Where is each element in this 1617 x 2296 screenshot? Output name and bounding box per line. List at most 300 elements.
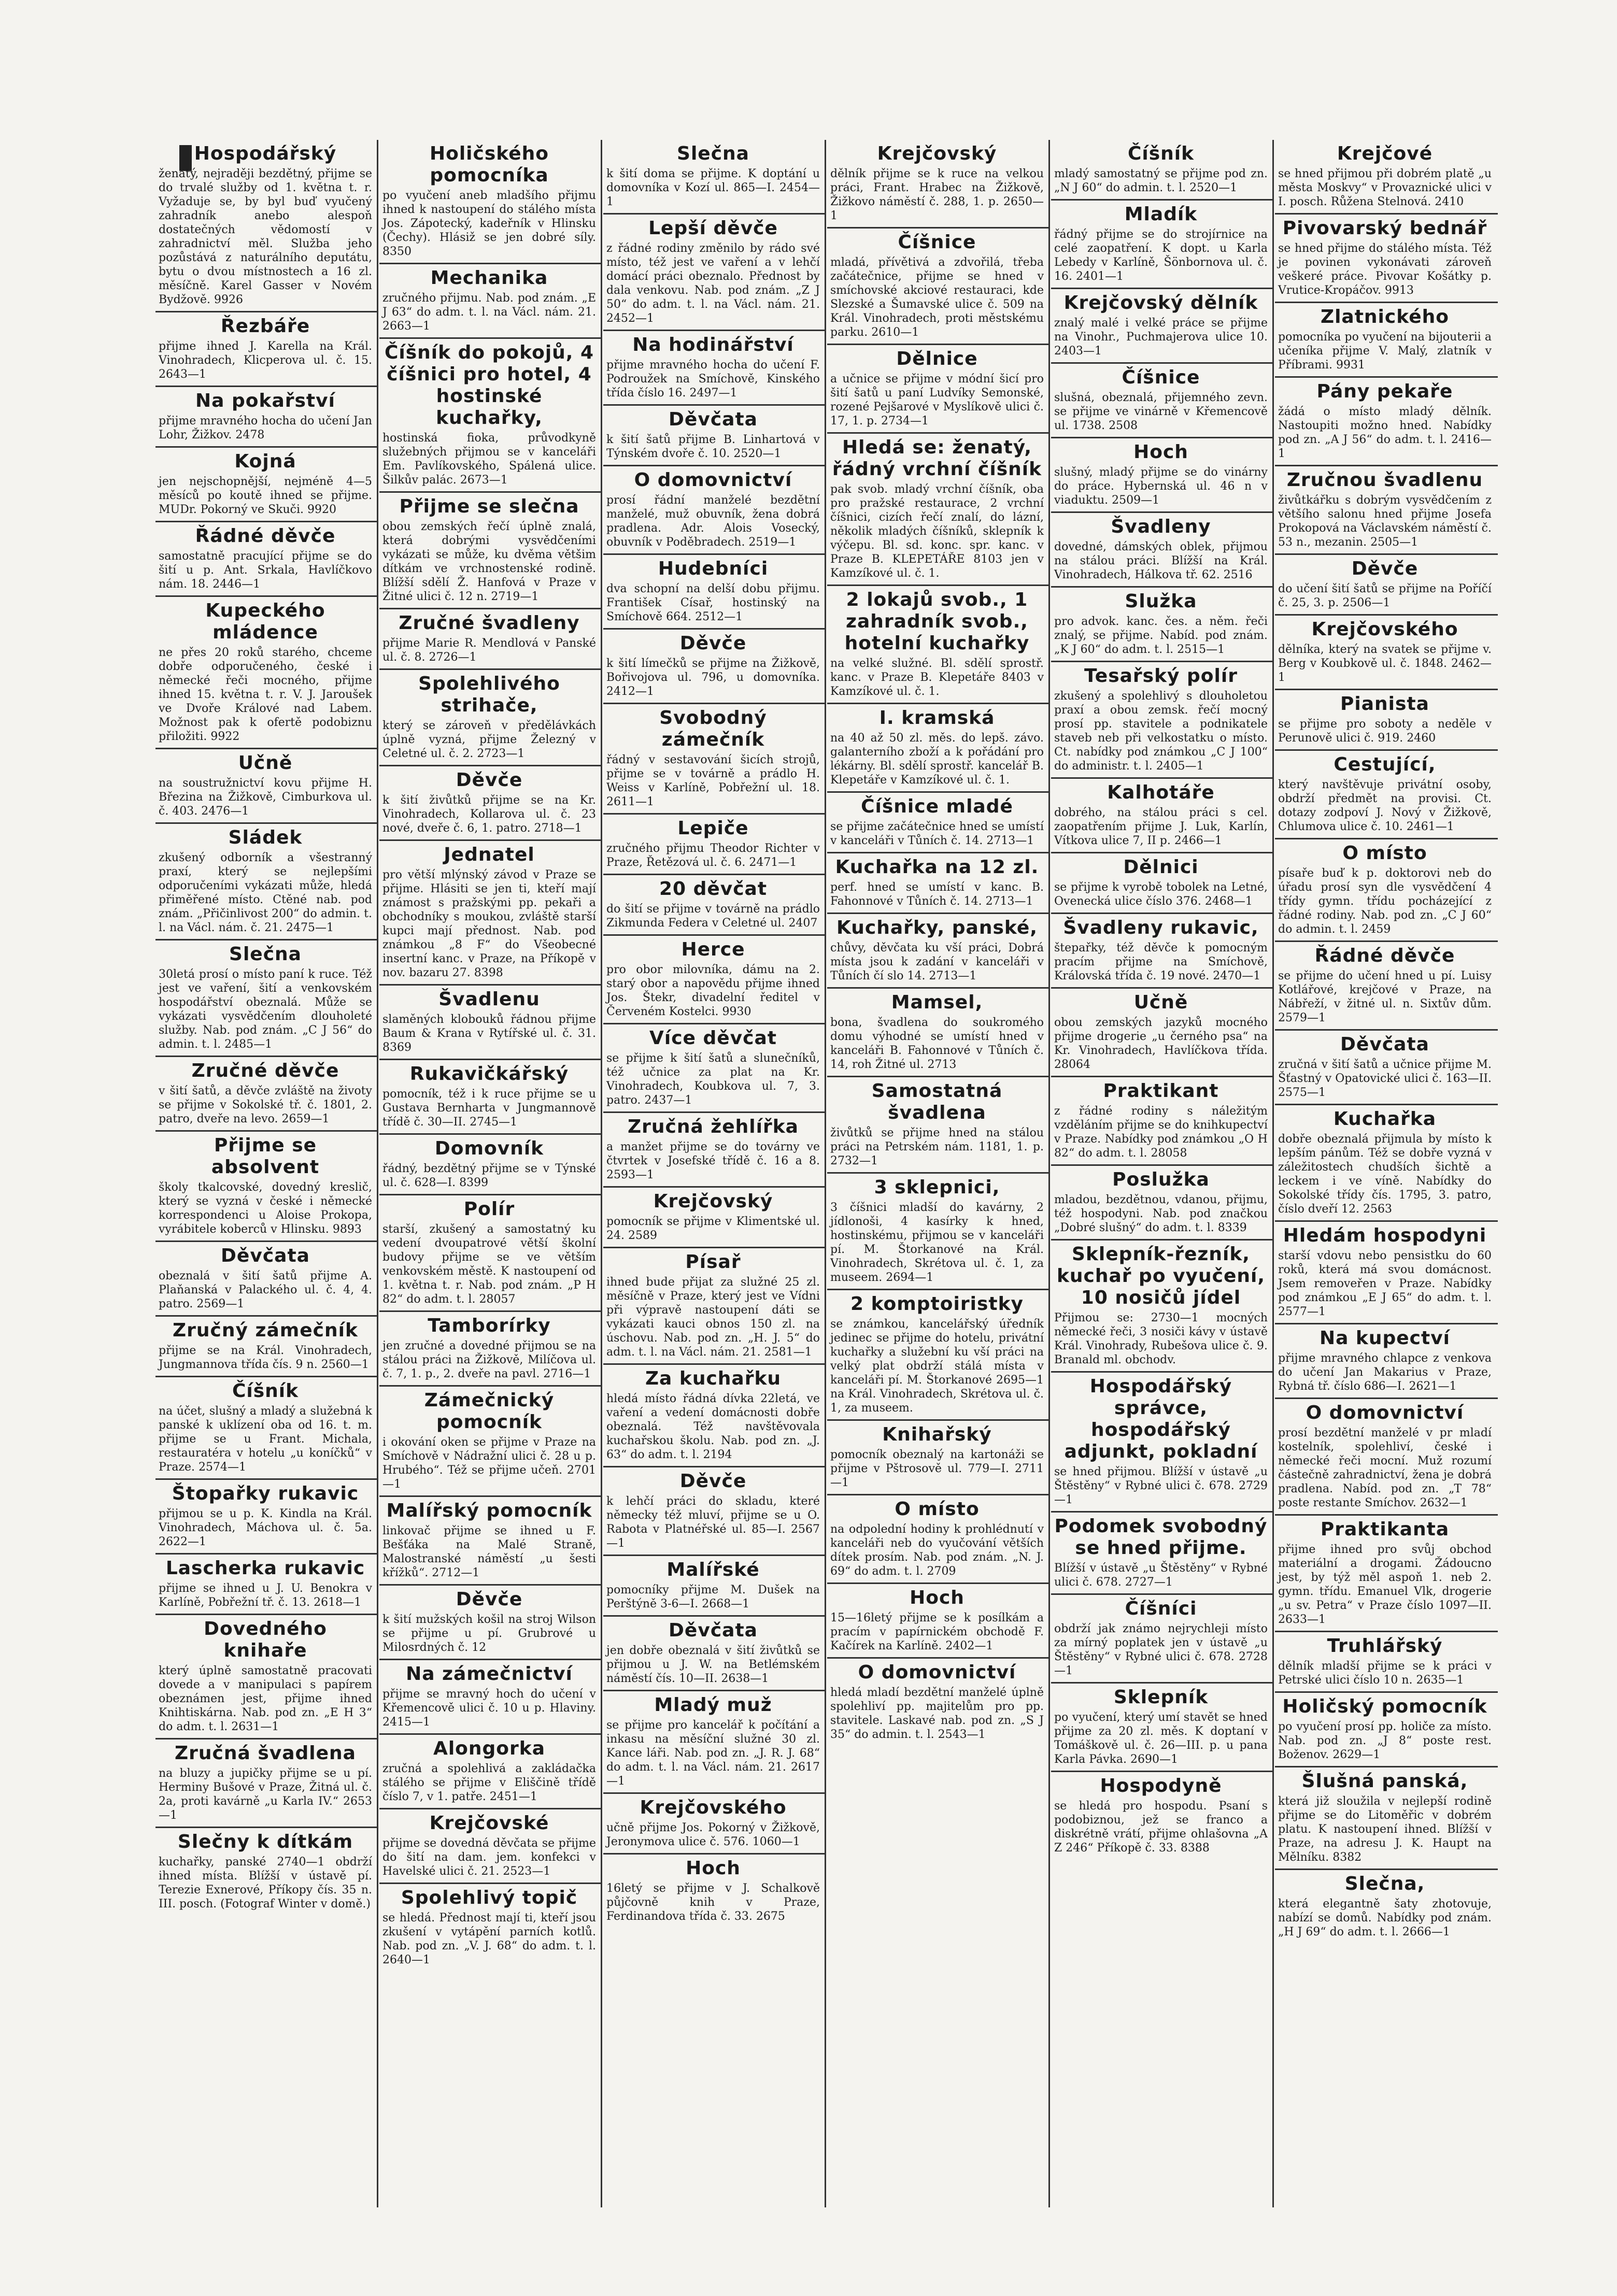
- ad-heading: Děvče: [679, 633, 747, 654]
- ad-text: na odpolední hodiny k prohlédnutí v kanceláři neb do vyučování větších dítek prosím. Nab. pod znám. „N. J. 69“ do adm. t. l. 2709: [830, 1523, 1044, 1578]
- classified-ad: [603, 143, 826, 209]
- ad-text: se hned přijme do stálého místa. Též je povinen vykonávati zároveň veškeré práce. Pivovar Košátky p. Vrutice-Kropáčov. 9913: [1278, 242, 1492, 297]
- ad-heading: O místo: [895, 1499, 980, 1520]
- ad-text: 16letý se přijme v J. Schalkově půjčovně knih v Praze, Ferdinandova třída č. 33. 2675: [606, 1882, 820, 1923]
- classified-ad: [155, 939, 378, 1051]
- ad-heading: 3 sklepnici,: [874, 1177, 1000, 1198]
- ad-heading: Jednatel: [444, 844, 535, 865]
- classified-ad: [155, 1130, 378, 1236]
- classified-ad: [1051, 912, 1274, 983]
- ad-heading: Krejčovské: [429, 1813, 549, 1834]
- ad-heading: Praktikant: [1103, 1080, 1219, 1102]
- classified-ad: [1051, 852, 1274, 908]
- ad-text: se přijme k šití šatů a slunečníků, též učnice za plat na Kr. Vinohradech, Koubkova ul. 7, 3. patro. 2437—1: [606, 1052, 820, 1107]
- ad-heading: Služka: [1125, 591, 1197, 612]
- ad-text: chůvy, děvčata ku vší práci, Dobrá místa jsou k zadání v kanceláři v Tůních čí slo 14. 2713—1: [830, 942, 1044, 982]
- classified-ad: [827, 432, 1050, 580]
- classified-ad: [1051, 777, 1274, 848]
- ad-heading: Přijme se absolvent: [211, 1135, 320, 1178]
- classified-ad: [155, 1056, 378, 1126]
- classified-ad: [1275, 213, 1498, 297]
- classified-ad: [603, 703, 826, 809]
- ad-heading: Hospodyně: [1100, 1775, 1222, 1796]
- classified-ad: [1051, 199, 1274, 283]
- ad-heading: Praktikanta: [1320, 1519, 1450, 1540]
- ad-text: jen nejschopnější, nejméně 4—5 měsíců po koutě ihned se přijme. MUDr. Pokorný ve Skuči. 9920: [159, 475, 372, 516]
- ad-heading: Hoch: [1133, 441, 1188, 463]
- classified-ad: [603, 465, 826, 549]
- ad-text: se přijme pro kancelář k počítání a inkasu na měsíční služné 30 zl. Kance láři. Nab. pod zn. „J. R. J. 68“ do adm. t. l. na Václ. nám. 21. 2617—1: [606, 1719, 820, 1788]
- classified-ad: [1275, 1397, 1498, 1510]
- classified-ad: [1275, 1104, 1498, 1216]
- column-rule: [1272, 140, 1274, 2207]
- ad-heading: 2 lokajů svob., 1 zahradník svob., hotelní kuchařky: [844, 589, 1030, 654]
- classified-ad: [603, 553, 826, 624]
- ad-heading: Hoch: [910, 1587, 964, 1608]
- ad-heading: I. kramská: [879, 707, 995, 729]
- classified-ad: [827, 1172, 1050, 1285]
- ad-text: přijme mravného hocha do učení Jan Lohr, Žižkov. 2478: [159, 415, 372, 441]
- ad-text: přijmou se u p. K. Kindla na Král. Vinohradech, Máchova ul. č. 5a. 2622—1: [159, 1507, 372, 1548]
- ad-text: dovedné, dámských oblek, přijmou na stálou práci. Blížší na Král. Vinohradech, Hálkova tř. 62. 2516: [1054, 540, 1268, 581]
- classified-ad: [1051, 143, 1274, 195]
- ad-text: se hned přijmou. Blížší v ústavě „u Štěstěny“ v Rybné ulici č. 678. 2729—1: [1054, 1465, 1268, 1506]
- classified-ad: [1051, 362, 1274, 433]
- ad-heading: Děvče: [456, 1589, 523, 1610]
- ad-text: obeznalá v šití šatů přijme A. Plaňanská v Palackého ul. č. 4, 4. patro. 2569—1: [159, 1270, 372, 1310]
- ad-text: se hledá pro hospodu. Psaní s podobiznou, jež se franco a diskrétně vrátí, přijme ohlašovna „A Z 246“ Příkopě č. 33. 8388: [1054, 1800, 1268, 1855]
- ad-heading: Krejčovského: [640, 1797, 787, 1818]
- classified-ad: [603, 1853, 826, 1923]
- classified-ad: [155, 822, 378, 935]
- ad-heading: Řádné děvče: [1314, 945, 1455, 966]
- ad-text: který navštěvuje privátní osoby, obdrží předmět na provisi. Ct. dotazy zodpoví J. Nový v Žižkově, Chlumova ulice č. 10. 2461—1: [1278, 778, 1492, 833]
- ad-heading: Kuchařky, panské,: [836, 917, 1038, 938]
- classified-ad: [379, 1883, 602, 1967]
- ad-heading: Tesařský polír: [1084, 665, 1238, 687]
- classified-ad: [603, 1690, 826, 1788]
- ad-heading: Malířský pomocník: [386, 1500, 592, 1521]
- classified-ad: [1275, 143, 1498, 209]
- classified-ad: [1275, 1869, 1498, 1939]
- classified-ad: [1275, 940, 1498, 1025]
- ad-text: ne přes 20 roků starého, chceme dobře odporučeného, české i německé řeči mocného, přijme ihned 15. května t. r. V. J. Jaroušek ve Dvoře Králové nad Labem. Možnost pak k ofertě podobiznu přiložiti. 9922: [159, 646, 372, 743]
- ad-text: se známkou, kancelářský úředník jedinec se přijme do hotelu, privátní kuchařky a služební ku vší práci na velký plat obdrží stálá místa v kanceláři pí. M. Štorkanové 2695—1 na Král. Vinohradech, Skrétova ul. č. 1, za museem.: [830, 1318, 1044, 1415]
- ad-text: živůtkářku s dobrým vysvědčením z většího salonu hned přijme Josefa Prokopová na Václavském náměstí č. 53 n., mezanin. 2505—1: [1278, 494, 1492, 549]
- ad-heading: Herce: [681, 939, 745, 960]
- ad-heading: Hospodářský správce, hospodářský adjunkt, pokladní: [1064, 1376, 1258, 1462]
- ad-text: obdrží jak známo nejrychleji místo za mírný poplatek jen v ústavě „u Štěstěny“ v Rybné ulici č. 678. 2728—1: [1054, 1622, 1268, 1677]
- ad-text: hledá mladí bezdětní manželé úplně spolehliví pp. majitelům pro pp. stavitele. Laskavé nab. pod zn. „S J 35“ do admin. t. l. 2543—1: [830, 1686, 1044, 1741]
- ad-heading: Knihařský: [882, 1424, 992, 1445]
- ad-heading: O domovnictví: [858, 1662, 1016, 1683]
- ad-text: samostatně pracující přijme se do šití u p. Ant. Srkala, Havlíčkovo nám. 18. 2446—1: [159, 550, 372, 591]
- newspaper-page: [155, 140, 1498, 2213]
- ad-text: zručná a spolehlivá a zakládačka stálého se přijme v Eliščině třídě číslo 7, v 1. patře. 2451—1: [382, 1762, 596, 1803]
- classified-ad: [155, 1827, 378, 1911]
- ad-heading: Děvčata: [669, 1620, 758, 1641]
- ad-text: řádný přijme se do strojírnice na celé zaopatření. K dopt. u Karla Lebedy v Karlíně, Šönbornova ul. č. 16. 2401—1: [1054, 228, 1268, 283]
- classified-ad: [1051, 437, 1274, 507]
- column-5: [1051, 140, 1274, 2207]
- classified-ad: [379, 1495, 602, 1580]
- ad-heading: O domovnictví: [634, 469, 792, 491]
- ad-text: k šití doma se přijme. K doptání u domovníka v Kozí ul. 865—I. 2454—1: [606, 167, 820, 208]
- ad-heading: Lepší děvče: [648, 218, 778, 239]
- ad-heading: Holičského pomocníka: [429, 143, 549, 186]
- ad-text: se přijme začátečnice hned se umístí v kanceláři v Tůních č. 14. 2713—1: [830, 820, 1044, 847]
- ad-text: školy tkalcovské, dovedný kreslič, který se vyzná v české i německé korrespondenci u Aloise Prokopa, vyrábitele koberců v Hlinsku. 9893: [159, 1181, 372, 1236]
- classified-ad: [1051, 288, 1274, 358]
- ad-heading: Dovedného knihaře: [204, 1618, 327, 1661]
- ad-text: štepařky, též děvče k pomocným pracím přijme na Smíchově, Královská třída č. 19 nové. 2470—1: [1054, 942, 1268, 982]
- classified-ad: [1051, 1511, 1274, 1589]
- ad-heading: Zručné švadleny: [399, 612, 580, 634]
- column-rule: [601, 140, 602, 2207]
- ad-text: přijme ihned pro svůj obchod materiální a drogami. Žádoucno jest, by týž měl aspoň 1. neb 2. gymn. třídu. Emanuel Vlk, drogerie „u sv. Petra“ v Praze číslo 1097—II. 2633—1: [1278, 1543, 1492, 1626]
- classified-ad: [1275, 1766, 1498, 1864]
- ad-heading: Sklepník: [1113, 1687, 1209, 1708]
- classified-ad: [827, 703, 1050, 787]
- classified-ad: [1051, 1239, 1274, 1367]
- ad-text: na účet, slušný a mladý a služebná k panské k uklízení oba od 16. t. m. přijme se u Frant. Michala, restauratéra v hotelu „u koníčků“ v Praze. 2574—1: [159, 1405, 372, 1474]
- ad-text: a manžet přijme se do továrny ve čtvrtek v Josefské třídě č. 16 a 8. 2593—1: [606, 1140, 820, 1181]
- classified-ad: [155, 1376, 378, 1474]
- ad-heading: Sládek: [228, 827, 303, 848]
- ad-text: jen dobře obeznalá v šití živůtků se přijmou u J. W. na Betlémském náměstí čís. 10—II. 2638—1: [606, 1644, 820, 1685]
- classified-ad: [603, 1615, 826, 1686]
- classified-ad: [1275, 689, 1498, 745]
- classified-ad: [155, 1553, 378, 1609]
- classified-ad: [1275, 838, 1498, 936]
- ad-heading: Pianista: [1340, 693, 1429, 715]
- ad-text: k lehčí práci do skladu, které německy též mluví, přijme se u O. Rabota v Platnéřské ul. 85—I. 2567—1: [606, 1495, 820, 1550]
- classified-ad: [1051, 1164, 1274, 1235]
- classified-ad: [1275, 302, 1498, 372]
- ad-heading: Spolehlivého strihače,: [418, 673, 560, 716]
- classified-ad: [1275, 749, 1498, 834]
- ad-heading: Šlušná panská,: [1301, 1771, 1468, 1792]
- classified-ad: [155, 1738, 378, 1822]
- classified-ad: [1275, 465, 1498, 549]
- classified-ad: [155, 521, 378, 591]
- ad-heading: Číšnice: [898, 232, 976, 253]
- ad-text: přijme se na Král. Vinohradech, Jungmannova třída čís. 9 n. 2560—1: [159, 1344, 372, 1371]
- ad-heading: Kuchařka: [1333, 1108, 1437, 1130]
- ad-heading: Rukavičkářský: [409, 1063, 569, 1085]
- classified-ad: [1275, 614, 1498, 684]
- classified-ad: [1051, 1682, 1274, 1766]
- ad-heading: Za kuchařku: [645, 1368, 782, 1389]
- ad-text: z řádné rodiny změnilo by rádo své místo, též jest ve vaření a v lehčí domácí práci obeznalo. Přednost by dala venkovu. Nab. pod znám. „Z J 50“ do adm. t. l. na Václ. nám. 21. 2452—1: [606, 242, 820, 325]
- ad-text: přijme se mravný hoch do učení v Křemencově ulici č. 10 u p. Hlaviny. 2415—1: [382, 1688, 596, 1729]
- ad-heading: Poslužka: [1112, 1169, 1210, 1190]
- classified-ad: [827, 1289, 1050, 1415]
- ad-heading: Polír: [463, 1199, 515, 1220]
- classified-ad: [155, 143, 378, 307]
- classified-ad: [1275, 1514, 1498, 1627]
- ad-text: pak svob. mladý vrchní číšník, oba pro pražské restaurace, 2 vrchní číšnici, cizích řečí znalí, do lázní, několik mladých číšníků, sklepník k výčepu. Bl. sd. konc. spr. kanc. v Praze B. KLEPETÁŘE 8103 jen v Kamzíkové ul. č. 1.: [830, 483, 1044, 580]
- ad-text: znalý malé i velké práce se přijme na Vinohr., Puchmajerova ulice 10. 2403—1: [1054, 317, 1268, 358]
- ad-heading: Na zámečnictví: [406, 1663, 573, 1685]
- classified-ad: [603, 330, 826, 400]
- ad-heading: Řezbáře: [220, 316, 310, 337]
- ad-heading: Děvčata: [669, 409, 758, 430]
- ad-text: se přijme do učení hned u pí. Luisy Kotlářové, krejčové v Praze, na Nábřeží, v žitné ul. n. Sixtův dům. 2579—1: [1278, 969, 1492, 1024]
- ad-text: přijme ihned J. Karella na Král. Vinohradech, Klicperova ul. č. 15. 2643—1: [159, 340, 372, 381]
- ad-text: k šití šatů přijme B. Linhartová v Týnském dvoře č. 10. 2520—1: [606, 433, 820, 460]
- ad-text: učně přijme Jos. Pokorný v Žižkově, Jeronymova ulice č. 576. 1060—1: [606, 1821, 820, 1848]
- classified-ad: [603, 404, 826, 461]
- ad-text: z řádné rodiny s náležitým vzděláním přijme se do knihkupectví v Praze. Nabídky pod známkou „O H 82“ do adm. t. l. 28058: [1054, 1105, 1268, 1160]
- classified-ad: [603, 1023, 826, 1107]
- ad-text: obou zemských řečí úplně znalá, která dobrými vysvědčeními vykázati se může, ku dvěma většim dítkám ve vrchnostenské rodině. Blížší sdělí Ž. Hanfová v Praze v Žitné ulici č. 12 n. 2719—1: [382, 520, 596, 603]
- ad-heading: Na hodinářství: [632, 334, 794, 355]
- ad-text: slušný, mladý přijme se do vinárny do práce. Hybernská ul. 46 n v viaduktu. 2509—1: [1054, 466, 1268, 507]
- classified-ad: [603, 1247, 826, 1359]
- classified-ad: [1051, 1371, 1274, 1507]
- ad-heading: Hospodářský: [194, 143, 337, 164]
- ad-text: prosí bezdětní manželé v pr mladí kostelník, spolehliví, české i německé řeči mocní. Muž rozumí částečně zahradnictví, žena je dobrá pradlena. Nabíd. pod zn. „T 78“ poste restante Smíchov. 2632—1: [1278, 1427, 1492, 1509]
- classified-ad: [603, 1792, 826, 1849]
- ad-heading: Mladý muž: [654, 1694, 772, 1716]
- ad-heading: Lascherka rukavic: [165, 1558, 365, 1579]
- ad-text: do šití se přijme v továrně na prádlo Zikmunda Federa v Celetné ul. 2407: [606, 903, 820, 930]
- classified-ad: [379, 143, 602, 259]
- ad-heading: Slečna: [229, 944, 302, 965]
- classified-ad: [1051, 1076, 1274, 1160]
- classified-ad: [603, 813, 826, 869]
- classified-ad: [155, 1240, 378, 1311]
- classified-ad: [603, 628, 826, 698]
- classified-ad: [603, 1363, 826, 1462]
- ad-text: po vyučení prosí pp. holiče za místo. Nab. pod zn. „J 8“ poste rest. Boženov. 2629—1: [1278, 1720, 1492, 1761]
- classified-ad: [827, 1494, 1050, 1578]
- ad-text: linkovač přijme se ihned u F. Bešťáka na Malé Straně, Malostranské náměstí „u šesti křížků“. 2712—1: [382, 1524, 596, 1579]
- classified-ad: [1051, 1593, 1274, 1678]
- ad-heading: Písař: [685, 1251, 741, 1273]
- ad-text: bona, švadlena do soukromého domu výhodné se umístí hned v kanceláři B. Fahonnové v Tůních č. 14, roh Žitné ul. 2713: [830, 1016, 1044, 1071]
- ad-text: i okování oken se přijme v Praze na Smíchově v Nádražní ulici č. 28 u p. Hrubého“. Též se přijme učeň. 2701—1: [382, 1436, 596, 1491]
- classified-ad: [379, 1659, 602, 1729]
- ad-text: po vyučení, který umí stavět se hned přijme za 20 zl. měs. K doptaní v Tomáškově ul. č. 26—III. p. u pana Karla Pávka. 2690—1: [1054, 1711, 1268, 1766]
- ad-heading: Zlatnického: [1320, 306, 1449, 327]
- ad-text: 3 číšnici mladší do kavárny, 2 jídlonoši, 4 kasírky k hned, hostinskému, přijmou se v kanceláři pí. M. Štorkanové na Král. Vinohradech, Skrétova ul. č. 1, za museem. 2694—1: [830, 1201, 1044, 1284]
- ad-heading: Číšnice: [1122, 367, 1200, 388]
- classified-ad: [379, 608, 602, 664]
- classified-ad: [1051, 987, 1274, 1072]
- ad-heading: Truhlářský: [1327, 1635, 1443, 1657]
- classified-ad: [155, 386, 378, 442]
- column-2: [379, 140, 602, 2207]
- classified-ad: [603, 213, 826, 325]
- classified-ad: [379, 1059, 602, 1129]
- ad-text: přijme se ihned u J. U. Benokra v Karlíně, Pobřežní tř. č. 13. 2618—1: [159, 1582, 372, 1609]
- ad-heading: Děvče: [679, 1471, 747, 1492]
- ad-text: řádný, bezdětný přijme se v Týnské ul. č. 628—I. 8399: [382, 1162, 596, 1189]
- classified-ad: [603, 934, 826, 1019]
- ad-text: zručného přijmu. Nab. pod znám. „E J 63“ do adm. t. l. na Václ. nám. 21. 2663—1: [382, 292, 596, 333]
- ad-text: přijme Marie R. Mendlová v Panské ul. č. 8. 2726—1: [382, 637, 596, 664]
- ad-text: pomocníky přijme M. Dušek na Perštýně 3-6—I. 2668—1: [606, 1584, 820, 1610]
- ad-heading: Mladík: [1124, 204, 1198, 225]
- ad-text: k šití mužských košil na stroj Wilson se přijme u pí. Grubrové u Milosrdných č. 12: [382, 1613, 596, 1654]
- ad-heading: Hledá se: ženatý, řádný vrchní číšník: [832, 437, 1042, 480]
- ad-text: pro větší mlýnský závod v Praze se přijme. Hlásiti se jen ti, kteří mají známost s pražskými pp. pekaři a obchodníky s moukou, zvláště starší kupci mají přednost. Nab. pod známkou „8 F“ do Všeobecné insertní kanc. v Praze, na Příkopě v nov. bazaru 27. 8398: [382, 868, 596, 979]
- classified-ad: [379, 1733, 602, 1804]
- classified-ad: [827, 227, 1050, 339]
- classified-ad: [155, 1614, 378, 1734]
- classified-ad: [827, 1419, 1050, 1490]
- ad-heading: Tamborírky: [428, 1315, 551, 1336]
- ad-heading: Děvče: [1351, 558, 1419, 579]
- ad-text: přijme se dovedná děvčata se přijme do šití na dam. jem. konfekci v Havelské ulici č. 21. 2523—1: [382, 1837, 596, 1878]
- ad-heading: Dělnici: [1123, 857, 1199, 878]
- classified-ad: [379, 263, 602, 333]
- ad-text: která již sloužila v nejlepší rodině přijme se do Litoměřic v dobrém platu. K nastoupení ihned. Blížší v Praze, na adresu J. K. Haupt na Mělníku. 8382: [1278, 1795, 1492, 1864]
- ad-text: slušná, obeznalá, přijemného zevn. se přijme ve vinárně v Křemencově ul. 1738. 2508: [1054, 391, 1268, 432]
- ad-heading: Krejčovský: [653, 1191, 773, 1212]
- ad-text: dělníka, který na svatek se přijme v. Berg v Koubkově ul. č. 1848. 2462—1: [1278, 643, 1492, 684]
- ad-text: prosí řádní manželé bezdětní manželé, muž obuvník, žena dobrá pradlena. Adr. Alois Vosecký, obuvník v Poděbradech. 2519—1: [606, 494, 820, 549]
- classified-ad: [379, 1584, 602, 1655]
- ad-heading: Holičský pomocník: [1282, 1696, 1487, 1717]
- ad-heading: Číšník: [232, 1380, 299, 1402]
- ad-heading: Podomek svobodný se hned přijme.: [1054, 1516, 1268, 1559]
- ad-heading: Domovník: [434, 1138, 544, 1159]
- classified-ad: [827, 1076, 1050, 1168]
- classified-ad: [827, 143, 1050, 223]
- ad-heading: Řádné děvče: [195, 525, 336, 547]
- ad-text: pro obor milovníka, dámu na 2. starý obor a napovědu přijme ihned Jos. Štekr, divadelní ředitel v Červeném Kostelci. 9930: [606, 963, 820, 1018]
- ad-text: na velké služné. Bl. sdělí sprostř. kanc. v Praze B. Klepetáře 8403 v Kamzíkové ul. č. 1.: [830, 657, 1044, 698]
- classified-ad: [603, 1186, 826, 1243]
- ad-text: dobře obeznalá přijmula by místo k lepším pánům. Též se dobře vyzná v záležitostech chudších šichtě a leckem i ve víně. Nabídky do Sokolské třídy čís. 1795, 3. patro, číslo dveří 12. 2563: [1278, 1133, 1492, 1216]
- classified-ad: [1275, 376, 1498, 461]
- ad-heading: Číšnice mladé: [861, 796, 1013, 817]
- ad-heading: Švadlenu: [438, 989, 540, 1010]
- ad-text: který se zároveň v předělávkách úplně vyzná, přijme Železný v Celetné ul. č. 2. 2723—1: [382, 719, 596, 760]
- ad-heading: Zručnou švadlenu: [1286, 469, 1483, 491]
- ad-text: po vyučení aneb mladšího přijmu ihned k nastoupení do stálého místa Jos. Zápotecký, kadeřník v Hlinsku (Čechy). Hlásiž se jen dobré síly. 8350: [382, 189, 596, 258]
- classified-ad: [827, 1582, 1050, 1653]
- ad-heading: Slečny k dítkám: [177, 1831, 353, 1852]
- ad-text: 30letá prosí o místo paní k ruce. Též jest ve vaření, šití a venkovském hospodářství obeznalá. Může se vykázati vysvědčením dlouholeté služby. Nab. pod znám. „C J 56“ do admin. t. l. 2485—1: [159, 968, 372, 1051]
- ad-heading: Kalhotáře: [1107, 782, 1215, 803]
- classified-ad: [1275, 1631, 1498, 1687]
- ad-text: do učení šití šatů se přijme na Poříčí č. 25, 3. p. 2506—1: [1278, 582, 1492, 609]
- classified-ad: [155, 748, 378, 818]
- ad-heading: Malířské: [666, 1559, 760, 1580]
- classified-ad: [1275, 553, 1498, 610]
- ad-text: písaře buď k p. doktorovi neb do úřadu prosí syn dle vysvědčení 4 třídy gymn. třídu pocházející z řádné rodiny. Nab. pod zn. „C J 60“ do admin. t. l. 2459: [1278, 867, 1492, 936]
- classified-ad: [827, 791, 1050, 848]
- ad-text: přijme mravného chlapce z venkova do učení Jan Makarius v Praze, Rybná tř. číslo 686—I. 2621—1: [1278, 1352, 1492, 1393]
- classified-ad: [1051, 1771, 1274, 1855]
- ad-heading: Učně: [1133, 992, 1188, 1013]
- classified-ad: [603, 1111, 826, 1182]
- ad-text: se hledá. Přednost mají ti, kteří jsou zkušení v vytápění parních kotlů. Nab. pod zn. „V. J. 68“ do adm. t. l. 2640—1: [382, 1912, 596, 1966]
- ad-text: která elegantně šaty zhotovuje, nabízí se domů. Nabídky pod znám. „H J 69“ do adm. t. l. 2666—1: [1278, 1898, 1492, 1938]
- ad-heading: Číšník do pokojů, 4 číšnici pro hotel, 4 hostinské kuchařky,: [384, 342, 594, 429]
- classified-ad: [379, 1808, 602, 1878]
- column-6: [1275, 140, 1498, 2207]
- ad-text: mladý samostatný se přijme pod zn. „N J 60“ do admin. t. l. 2520—1: [1054, 167, 1268, 194]
- ad-heading: Na pokařství: [195, 390, 335, 411]
- ad-text: živůtků se přijme hned na stálou práci na Petrském nám. 1181, 1. p. 2732—1: [830, 1126, 1044, 1167]
- classified-ad: [603, 1466, 826, 1550]
- classified-ad: [379, 1310, 602, 1381]
- ad-heading: Zámečnický pomocník: [424, 1390, 555, 1433]
- ad-heading: Kuchařka na 12 zl.: [835, 857, 1039, 878]
- ad-heading: Alongorka: [433, 1738, 546, 1759]
- classified-ad: [827, 1657, 1050, 1742]
- ad-heading: Hudebníci: [658, 558, 769, 579]
- column-rule: [377, 140, 378, 2207]
- ad-text: na 40 až 50 zl. měs. do lepš. závo. galanterního zboží a k pořádání pro lékárny. Bl. sdělí sprostř. kancelář B. Klepetáře v Kamzíkové ul. č. 1.: [830, 732, 1044, 787]
- ad-text: slaměných klobouků řádnou přijme Baum & Krana v Rytířské ul. č. 31. 8369: [382, 1013, 596, 1054]
- ad-text: zkušený a spolehlivý s dlouholetou praxí a obou zemsk. řečí mocný prosí pp. stavitele a podnikatele staveb neb při velkostatku o místo. Ct. nabídky pod známkou „C J 100“ do administr. t. l. 2405—1: [1054, 690, 1268, 773]
- ad-heading: Spolehlivý topič: [401, 1887, 578, 1908]
- ad-text: žádá o místo mladý dělník. Nastoupiti možno hned. Nabídky pod zn. „A J 56“ do adm. t. l. 2416—1: [1278, 405, 1492, 460]
- ad-heading: Mamsel,: [891, 992, 983, 1013]
- classified-ad: [379, 1385, 602, 1491]
- classified-ad: [155, 311, 378, 381]
- classified-ad: [1051, 661, 1274, 773]
- ad-heading: Děvčata: [221, 1245, 310, 1266]
- ad-heading: Švadleny: [1111, 516, 1211, 537]
- ad-text: k šití živůtků přijme se na Kr. Vinohradech, Kollarova ul. č. 23 nové, dveře č. 6, 1. patro. 2718—1: [382, 794, 596, 835]
- ad-heading: 2 komptoiristky: [850, 1293, 1024, 1315]
- classified-ad: [1275, 1220, 1498, 1319]
- ad-heading: Kupeckého mládence: [205, 600, 325, 643]
- ad-text: dělník přijme se k ruce na velkou práci, Frant. Hrabec na Žižkově, Žižkovo náměstí č. 288, 1. p. 2650—1: [830, 167, 1044, 222]
- ad-heading: Přijme se slečna: [399, 496, 579, 517]
- ad-text: se přijme k vyrobě tobolek na Letné, Ovenecká ulice číslo 376. 2468—1: [1054, 881, 1268, 908]
- ad-heading: Pány pekaře: [1316, 381, 1453, 402]
- ad-text: pomocník, též i k ruce přijme se u Gustava Bernharta v Jungmannově třídě č. 30—II. 2745—1: [382, 1088, 596, 1129]
- classified-ad: [827, 852, 1050, 908]
- ad-heading: Kojná: [234, 451, 296, 472]
- ad-text: hledá místo řádná dívka 22letá, ve vaření a vedení domácnosti dobře obeznalá. Též navštěvovala kuchařskou školu. Nab. pod zn. „J. 63“ do adm. t. l. 2194: [606, 1392, 820, 1461]
- ad-heading: Pivovarský bednář: [1282, 218, 1487, 239]
- ad-text: mladou, bezdětnou, vdanou, přijmu, též hospodyni. Nab. pod značkou „Dobré slušný“ do adm. t. l. 8339: [1054, 1193, 1268, 1234]
- ad-text: hostinská fioka, průvodkyně služebných přijmou se v kanceláři Em. Pavlíkovského, Spálená ulice. Šilkův palác. 2673—1: [382, 432, 596, 487]
- ad-text: ženatý, nejraději bezdětný, přijme se do trvalé služby od 1. května t. r. Vyžaduje se, by byl buď vyučený zahradník anebo alespoň dostatečných vědomostí v zahradnictví měl. Služba jeho pozůstává z naturálního deputátu, bytu o dvou místnostech a 16 zl. měsíčně. Karel Gasser v Novém Bydžově. 9926: [159, 167, 372, 306]
- ad-heading: Krejčové: [1337, 143, 1433, 164]
- classified-ad: [379, 668, 602, 761]
- ad-text: Přijmou se: 2730—1 mocných německé řeči, 3 nosiči kávy v ústavě Král. Vinohrady, Rubešova ulice č. 9. Branald ml. obchodv.: [1054, 1311, 1268, 1366]
- ad-text: pomocník se přijme v Klimentské ul. 24. 2589: [606, 1215, 820, 1242]
- classified-ad: [379, 337, 602, 487]
- ad-heading: O místo: [1342, 843, 1427, 864]
- column-rule: [1048, 140, 1050, 2207]
- ad-heading: 20 děvčat: [659, 878, 768, 900]
- ad-heading: Samostatná švadlena: [871, 1080, 1003, 1123]
- ad-heading: Číšníci: [1125, 1598, 1197, 1619]
- ad-text: 15—16letý přijme se k posílkám a pracím v papírnickém obchodě F. Kačírek na Karlíně. 2402—1: [830, 1612, 1044, 1652]
- classified-ad: [155, 446, 378, 517]
- ad-heading: Krejčovský: [877, 143, 997, 164]
- ad-text: se hned přijmou při dobrém platě „u města Moskvy“ v Provaznické ulici v I. posch. Růžena Stelnová. 2410: [1278, 167, 1492, 208]
- ad-text: zručného přijmu Theodor Richter v Praze, Řetězová ul. č. 6. 2471—1: [606, 842, 820, 869]
- ad-text: ihned bude přijat za služné 25 zl. měsíčně v Praze, který jest ve Vídni při výpravě nastoupení dáti se vykázati kauci obnos 150 zl. na úschovu. Nab. pod zn. „H. J. 5“ do adm. t. l. na Václ. nám. 21. 2581—1: [606, 1276, 820, 1359]
- ad-text: Blížší v ústavě „u Štěstěny“ v Rybné ulici č. 678. 2727—1: [1054, 1562, 1268, 1589]
- ad-heading: Štopařky rukavic: [172, 1483, 359, 1504]
- ad-heading: Na kupectví: [1319, 1328, 1451, 1349]
- column-rule: [825, 140, 826, 2207]
- ad-text: dva schopní na delší dobu přijmu. František Císař, hostinský na Smíchově 664. 2512—1: [606, 582, 820, 623]
